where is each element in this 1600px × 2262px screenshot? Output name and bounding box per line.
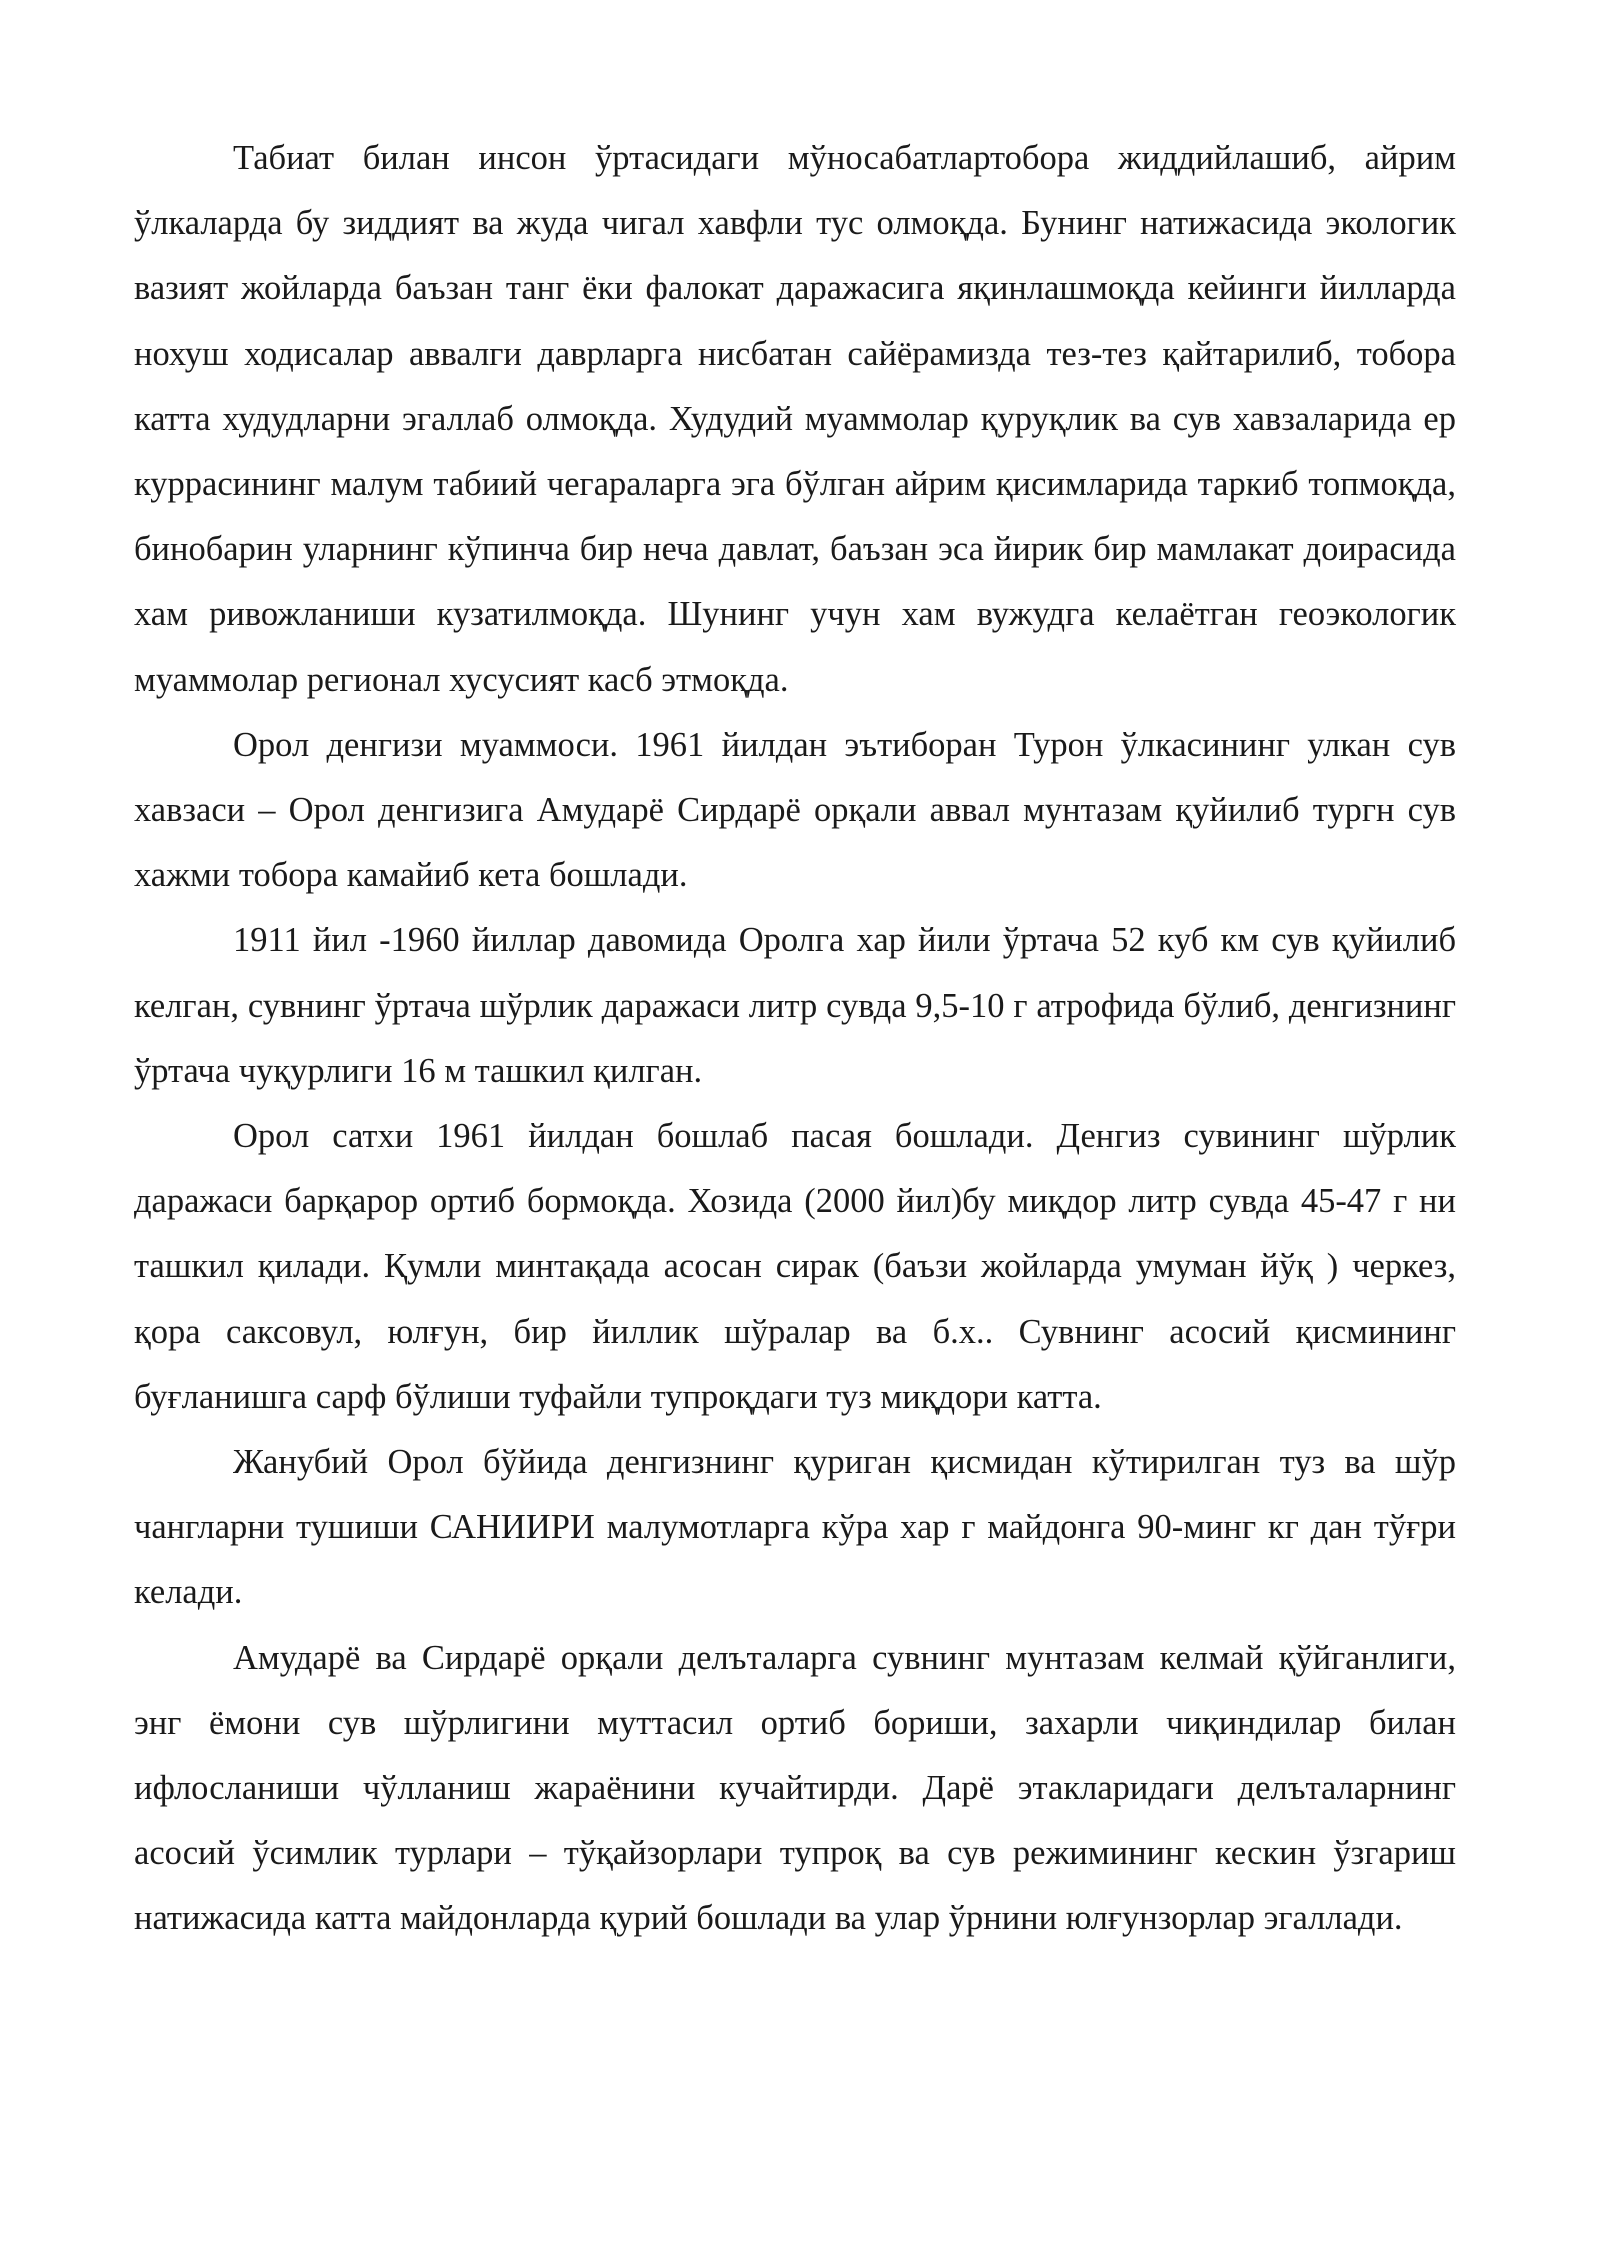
paragraph-aral-sea-problem: Орол денгизи муаммоси. 1961 йилдан эътиборан Турон ўлкасининг улкан сув хавзаси – Орол денгизига Амударё Сирдарё орқали аввал мунтазам қуйилиб тургн сув хажми тобора камайиб кета бошлади. (134, 725, 1456, 895)
paragraph-aral-level-decline: Орол сатхи 1961 йилдан бошлаб пасая бошлади. Денгиз сувининг шўрлик даражаси барқарор ортиб бормоқда. Хозида (2000 йил)бу миқдор литр сувда 45-47 г ни ташкил қилади. Қумли минтақада асосан сирак (баъзи жойларда умуман йўқ ) черкез, қора саксовул, юлғун, бир йиллик шўралар ва б.х.. Сувнинг асосий қисмининг буғланишга сарф бўлиши туфайли тупроқдаги туз миқдори катта. (134, 1117, 1456, 1416)
document-body (134, 126, 1456, 1952)
paragraph-delta-degradation: Амударё ва Сирдарё орқали делъталарга сувнинг мунтазам келмай қўйганлиги, энг ёмони сув шўрлигини муттасил ортиб бориши, захарли чиқиндилар билан ифлосланиши чўлланиш жараёнини кучайтирди. Дарё этакларидаги делъталарнинг асосий ўсимлик турлари – тўқайзорлари тупроқ ва сув режимининг кескин ўзгариш натижасида катта майдонларда қурий бошлади ва улар ўрнини юлғунзорлар эгаллади. (134, 1638, 1456, 1938)
paragraph-nature-human-relations: Табиат билан инсон ўртасидаги мўносабатлартобора жиддийлашиб, айрим ўлкаларда бу зиддият ва жуда чигал хавфли тус олмоқда. Бунинг натижасида экологик вазият жойларда баъзан танг ёки фалокат даражасига яқинлашмоқда кейинги йилларда нохуш ходисалар аввалги даврларга нисбатан сайёрамизда тез-тез қайтарилиб, тобора катта худудларни эгаллаб олмоқда. Худудий муаммолар қуруқлик ва сув хавзаларида ер куррасининг малум табиий чегараларга эга бўлган айрим қисимларида таркиб топмоқда, бинобарин уларнинг кўпинча бир неча давлат, баъзан эса йирик бир мамлакат доирасида хам ривожланиши кузатилмоқда. Шунинг учун хам вужудга келаётган геоэкологик муаммолар регионал хусусият касб этмоқда. (134, 139, 1456, 699)
paragraph-water-inflow-1911-1960: 1911 йил -1960 йиллар давомида Оролга хар йили ўртача 52 куб км сув қуйилиб келган, сувнинг ўртача шўрлик даражаси литр сувда 9,5-10 г атрофида бўлиб, денгизнинг ўртача чуқурлиги 16 м ташкил қилган. (134, 921, 1456, 1090)
paragraph-salt-dust: Жанубий Орол бўйида денгизнинг қуриган қисмидан кўтирилган туз ва шўр чангларни тушиши САНИИРИ малумотларга кўра хар г майдонга 90-минг кг дан тўғри келади. (134, 1443, 1456, 1612)
